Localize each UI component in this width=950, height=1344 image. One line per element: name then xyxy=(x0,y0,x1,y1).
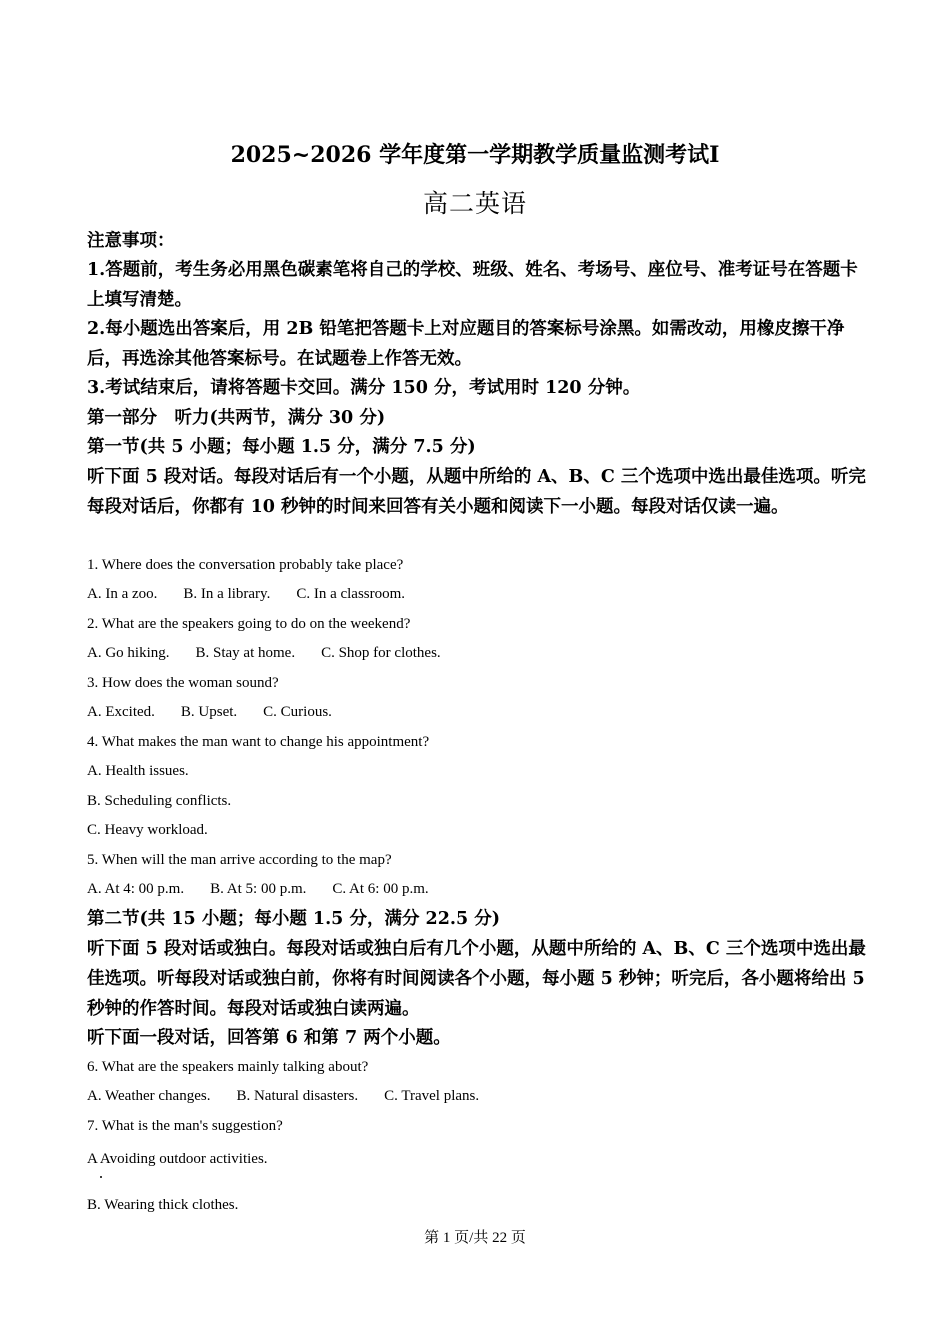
page-number: 第 1 页/共 22 页 xyxy=(424,1230,526,1246)
question-7-option-a: A Avoiding outdoor activities. xyxy=(87,1151,268,1167)
option-b: B. Upset. xyxy=(180,704,238,720)
question-4-stem: 4. What makes the man want to change his appointment? xyxy=(87,734,430,750)
notice-item-3: 3.考试结束后，请将答题卡交回。满分 150 分，考试用时 120 分钟。 xyxy=(87,378,641,398)
option-b: B. Natural disasters. xyxy=(236,1088,359,1104)
question-1-stem: 1. Where does the conversation probably take place? xyxy=(87,557,404,573)
notice-item-1: 1.答题前，考生务必用黑色碳素笔将自己的学校、班级、姓名、考场号、座位号、准考证号在答题卡上填写清楚。 xyxy=(87,260,858,310)
option-c: C. Curious. xyxy=(263,704,332,720)
exam-subject: 高二英语 xyxy=(422,189,527,218)
question-4-option-a: A. Health issues. xyxy=(87,763,189,779)
option-c: C. In a classroom. xyxy=(296,586,406,602)
option-c: C. Shop for clothes. xyxy=(321,645,441,661)
option-a: A. At 4: 00 p.m. xyxy=(87,881,185,897)
question-6-stem: 6. What are the speakers mainly talking about? xyxy=(87,1059,369,1075)
question-5-stem: 5. When will the man arrive according to the map? xyxy=(87,852,392,868)
option-c: C. Travel plans. xyxy=(384,1088,480,1104)
part1-heading: 第一部分 听力(共两节，满分 30 分) xyxy=(87,408,386,428)
section1-heading: 第一节(共 5 小题；每小题 1.5 分，满分 7.5 分) xyxy=(87,437,476,457)
notice-item-2: 2.每小题选出答案后，用 2B 铅笔把答题卡上对应题目的答案标号涂黑。如需改动，用橡皮擦干净后，再选涂其他答案标号。在试题卷上作答无效。 xyxy=(87,319,845,369)
question-5-options xyxy=(87,881,429,898)
notice-heading: 注意事项： xyxy=(87,231,175,251)
dialogue-6-note: 听下面一段对话，回答第 6 和第 7 两个小题。 xyxy=(87,1028,451,1048)
question-4-option-c: C. Heavy workload. xyxy=(87,822,208,838)
option-b: B. Stay at home. xyxy=(195,645,296,661)
question-7-option-b: B. Wearing thick clothes. xyxy=(87,1197,239,1213)
option-a: A. Weather changes. xyxy=(87,1088,211,1104)
question-6-options xyxy=(87,1088,479,1105)
question-4-option-b: B. Scheduling conflicts. xyxy=(87,793,232,809)
option-a: A. In a zoo. xyxy=(87,586,158,602)
exam-title: 2025~2026 学年度第一学期教学质量监测考试I xyxy=(230,142,720,168)
section2-heading: 第二节(共 15 小题；每小题 1.5 分，满分 22.5 分) xyxy=(87,909,501,929)
stray-dot xyxy=(100,1176,102,1178)
question-2-stem: 2. What are the speakers going to do on the weekend? xyxy=(87,616,411,632)
option-b: B. At 5: 00 p.m. xyxy=(210,881,307,897)
option-b: B. In a library. xyxy=(183,586,271,602)
question-3-options xyxy=(87,704,332,721)
option-c: C. At 6: 00 p.m. xyxy=(332,881,429,897)
option-a: A. Excited. xyxy=(87,704,155,720)
section1-instructions: 听下面 5 段对话。每段对话后有一个小题，从题中所给的 A、B、C 三个选项中选出最佳选项。听完每段对话后，你都有 10 秒钟的时间来回答有关小题和阅读下一小题。每段对话仅读一遍。 xyxy=(87,467,866,517)
question-7-stem: 7. What is the man's suggestion? xyxy=(87,1118,283,1134)
question-2-options xyxy=(87,645,441,662)
section2-instructions: 听下面 5 段对话或独白。每段对话或独白后有几个小题，从题中所给的 A、B、C 三个选项中选出最佳选项。听每段对话或独白前，你将有时间阅读各个小题，每小题 5 秒钟；听完后，各小题将给出 5 秒钟的作答时间。每段对话或独白读两遍。 xyxy=(87,939,866,1019)
question-1-options xyxy=(87,586,405,603)
question-3-stem: 3. How does the woman sound? xyxy=(87,675,279,691)
option-a: A. Go hiking. xyxy=(87,645,170,661)
